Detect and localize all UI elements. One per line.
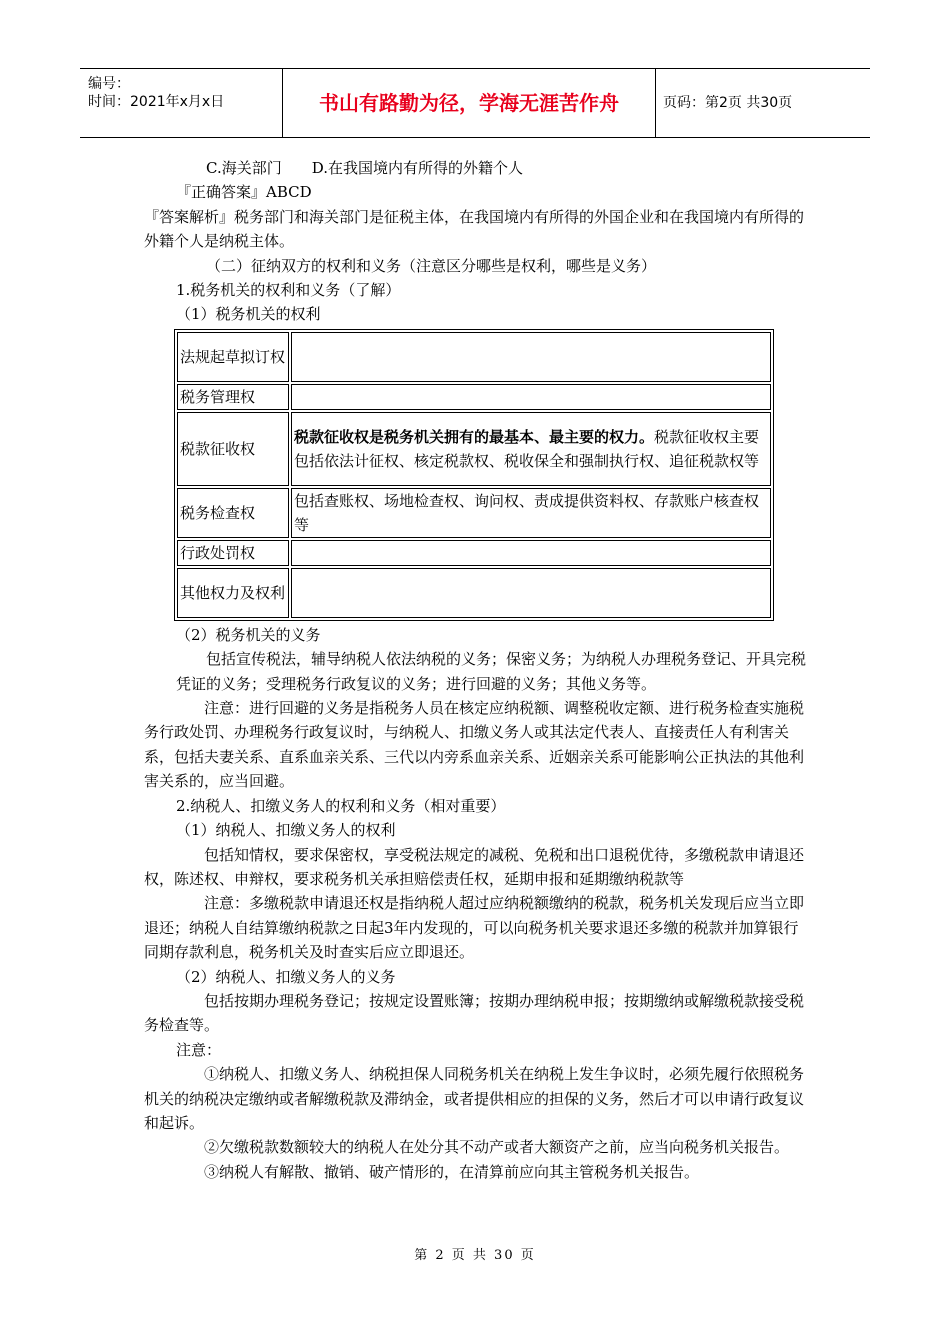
table-cell-value [291,412,771,486]
header-meta [80,69,282,137]
bold-emphasis: 税款征收权是税务机关拥有的最基本、最主要的权力。 [294,427,655,446]
page-footer: 第 2 页 共 30 页 [414,1248,536,1263]
table-row [177,540,771,566]
answer-explanation: 『答案解析』税务部门和海关部门是征税主体，在我国境内有所得的外国企业和在我国境内有所得的外籍个人是纳税主体。 [144,207,805,251]
table-cell-key: 其他权力及权利 [177,568,289,618]
document-body [144,156,808,1184]
date-label: 时间：2021年x月x日 [88,94,225,110]
rights-heading: （1）税务机关的权利 [176,305,321,324]
duties-heading: （2）税务机关的义务 [176,625,321,644]
correct-answer: 『正确答案』ABCD [176,183,312,202]
paragraph: 包括宣传税法，辅导纳税人依法纳税的义务；保密义务；为纳税人办理税务登记、开具完税凭证的义务；受理税务行政复议的义务；进行回避的义务；其他义务等。 [176,650,807,693]
paragraph: ①纳税人、扣缴义务人、纳税担保人同税务机关在纳税上发生争议时，必须先履行依照税务机关的纳税决定缴纳或者解缴税款及滞纳金，或者提供相应的担保的义务，然后才可以申请行政复议和起诉。 [144,1065,805,1132]
table-cell-value: 包括查账权、场地检查权、询问权、责成提供资料权、存款账户核查权等 [291,488,771,538]
paragraph: 包括按期办理税务登记；按规定设置账簿；按期办理纳税申报；按期缴纳或解缴税款接受税务检查等。 [144,991,805,1035]
subsection-heading: 2.纳税人、扣缴义务人的权利和义务（相对重要） [176,796,506,815]
table-cell-value [291,568,771,618]
table-row [177,488,771,538]
table-cell-key: 税务管理权 [177,384,289,410]
option-line: C.海关部门 D.在我国境内有所得的外籍个人 [206,159,523,177]
page-header [80,68,870,138]
table-row [177,384,771,410]
table-cell-key: 法规起草拟订权 [177,332,289,382]
table-row [177,568,771,618]
table-cell-value [291,384,771,410]
paragraph: 注意：进行回避的义务是指税务人员在核定应纳税额、调整税收定额、进行税务检查实施税务行政处罚、办理税务行政复议时，与纳税人、扣缴义务人或其法定代表人、直接责任人有利害关系，包括夫妻关系、直系血亲关系、三代以内旁系血亲关系、近姻亲关系可能影响公正执法的其他利害关系的，应当回避。 [144,699,805,791]
taxpayer-duties-heading: （2）纳税人、扣缴义务人的义务 [176,967,396,986]
note-label: 注意： [176,1040,222,1059]
rights-table [174,329,774,621]
table-row [177,412,771,486]
subsection-heading: 1.税务机关的权利和义务（了解） [176,281,401,300]
number-label: 编号： [88,76,130,92]
paragraph: 注意：多缴税款申请退还权是指纳税人超过应纳税额缴纳的税款，税务机关发现后应当立即退还；纳税人自结算缴纳税款之日起3年内发现的，可以向税务机关要求退还多缴的税款并加算银行同期存款利息，税务机关及时查实后应立即退还。 [144,894,805,962]
table-cell-value [291,540,771,566]
table-cell-value [291,332,771,382]
table-cell-key: 税务检查权 [177,488,289,538]
taxpayer-rights-heading: （1）纳税人、扣缴义务人的权利 [176,821,396,840]
paragraph: ③纳税人有解散、撤销、破产情形的，在清算前应向其主管税务机关报告。 [204,1162,700,1181]
section-heading: （二）征纳双方的权利和义务（注意区分哪些是权利，哪些是义务） [206,256,657,275]
paragraph: 包括知情权，要求保密权，享受税法规定的减税、免税和出口退税优待，多缴税款申请退还权，陈述权、申辩权，要求税务机关承担赔偿责任权，延期申报和延期缴纳税款等 [144,845,805,888]
page-label: 页码：第2页 共30页 [663,95,793,111]
paragraph: ②欠缴税款数额较大的纳税人在处分其不动产或者大额资产之前，应当向税务机关报告。 [204,1138,790,1157]
motto: 书山有路勤为径，学海无涯苦作舟 [282,69,656,137]
table-cell-key: 税款征收权 [177,412,289,486]
cell-text: 税款征收权主要包括依法计征权、核定税款权、税收保全和强制执行权、追征税款权等 [294,427,760,470]
table-cell-key: 行政处罚权 [177,540,289,566]
table-row [177,332,771,382]
